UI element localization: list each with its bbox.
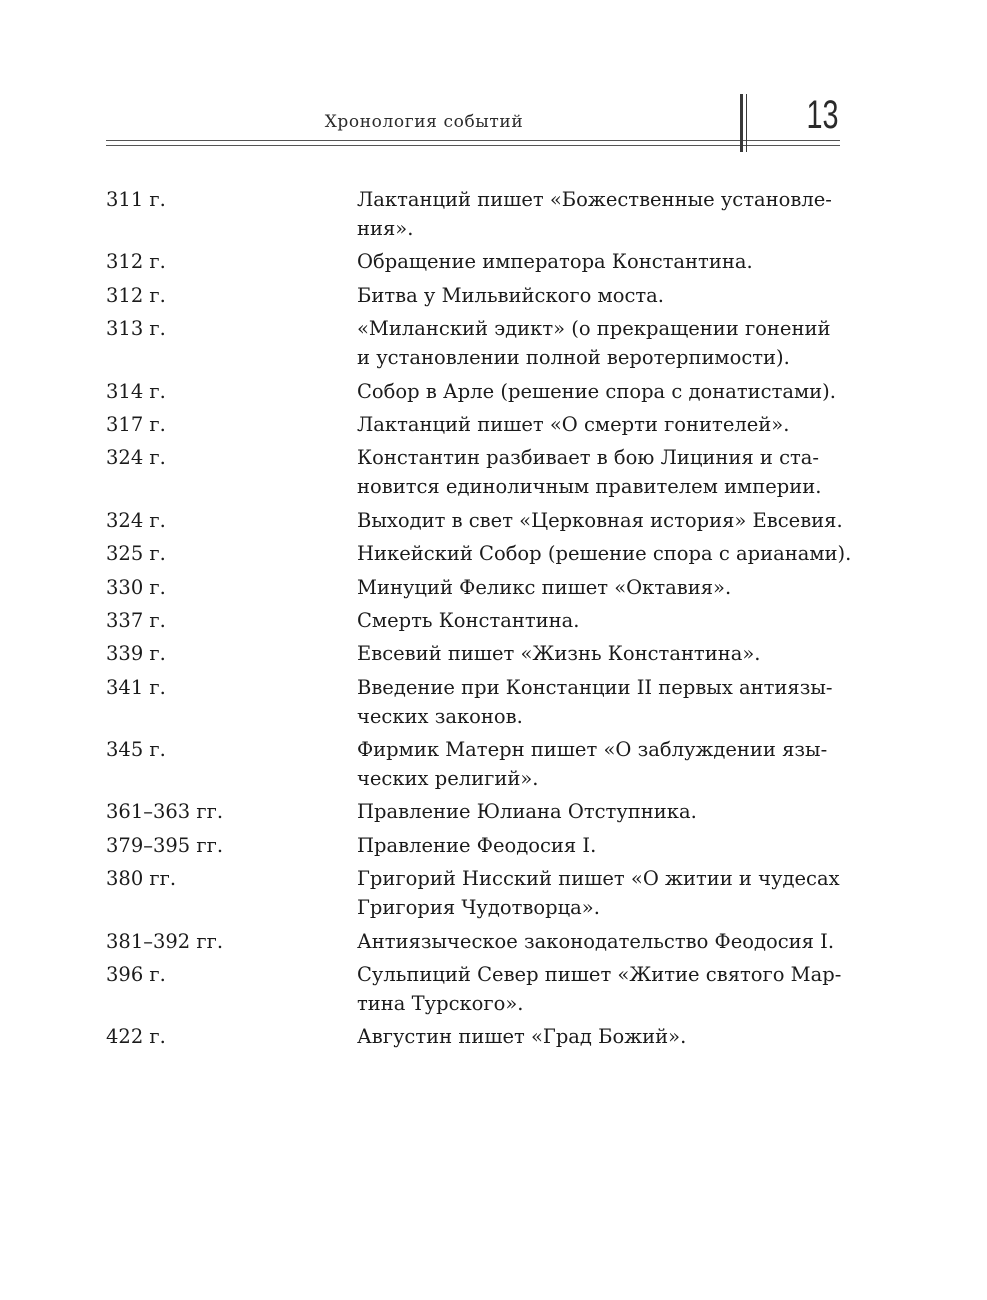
entry-date: 380 гг. [106, 867, 177, 891]
entry-event-line: Правление Юлиана Отступника. [357, 800, 697, 824]
entry-event [357, 673, 840, 731]
entry-date: 341 г. [106, 675, 166, 699]
entry-event-line: Смерть Константина. [357, 608, 580, 632]
entry-date: 314 г. [106, 379, 166, 403]
chronology-entry [106, 1022, 840, 1051]
chronology-entry [106, 864, 840, 922]
entry-event-line: Константин разбивает в бою Лициния и ста- [357, 446, 820, 470]
entry-event-line: ческих законов. [357, 704, 523, 728]
entry-event-line: Собор в Арле (решение спора с донатистами). [357, 379, 836, 403]
header-rule-bottom [106, 145, 840, 146]
chronology-entry [106, 539, 852, 568]
entry-event-line: Лактанций пишет «О смерти гонителей». [357, 412, 790, 436]
chronology-entry [106, 927, 840, 956]
entry-date: 325 г. [106, 542, 166, 566]
chronology-entry [106, 797, 840, 826]
entry-event [357, 1022, 840, 1051]
chronology-entry [106, 639, 840, 668]
running-head-title: Хронология событий [324, 112, 524, 132]
entry-event [357, 864, 840, 922]
chronology-entry [106, 606, 840, 635]
entry-event-line: «Миланский эдикт» (о прекращении гонений [357, 317, 831, 341]
entry-event-line: новится единоличным правителем империи. [357, 475, 822, 499]
entry-event-line: Введение при Констанции II первых антиязы- [357, 675, 833, 699]
entry-event [357, 377, 840, 406]
entry-event-line: Правление Феодосия I. [357, 833, 597, 857]
chronology-entry [106, 377, 840, 406]
entry-event [357, 831, 840, 860]
entry-event-line: Григория Чудотворца». [357, 896, 600, 920]
entry-event-line: Минуций Феликс пишет «Октавия». [357, 575, 732, 599]
entry-event [357, 573, 840, 602]
chronology-entry [106, 247, 840, 276]
entry-event-line: Сульпиций Север пишет «Житие святого Мар- [357, 963, 842, 987]
entry-date: 317 г. [106, 412, 166, 436]
entry-event-line: Августин пишет «Град Божий». [357, 1025, 687, 1049]
entry-event-line: Антиязыческое законодательство Феодосия I. [357, 929, 835, 953]
entry-date: 324 г. [106, 446, 166, 470]
entry-event [357, 443, 840, 501]
entry-event-line: Обращение императора Константина. [357, 250, 753, 274]
entry-event [357, 506, 843, 535]
entry-date: 337 г. [106, 608, 166, 632]
entry-event [357, 606, 840, 635]
chronology-entry [106, 831, 840, 860]
entry-event-line: тина Турского». [357, 992, 524, 1016]
entry-event-line: Выходит в свет «Церковная история» Евсевия. [357, 508, 843, 532]
entry-event-line: ния». [357, 217, 414, 240]
entry-event-line: Никейский Собор (решение спора с арианами). [357, 542, 852, 566]
entry-date: 312 г. [106, 283, 166, 307]
page-number: 13 [805, 93, 838, 137]
entry-event [357, 539, 851, 568]
entry-event-line: Фирмик Матерн пишет «О заблуждении язы- [357, 738, 828, 762]
entry-event [357, 960, 841, 1018]
entry-event [357, 639, 840, 668]
entry-event-line: Битва у Мильвийского моста. [357, 283, 664, 307]
chronology-entry [106, 314, 840, 372]
entry-event [357, 735, 840, 793]
entry-date: 330 г. [106, 575, 166, 599]
entry-event-line: ческих религий». [357, 767, 539, 791]
entry-date: 345 г. [106, 738, 166, 762]
entry-event [357, 185, 840, 243]
entry-event-line: Лактанций пишет «Божественные установле- [357, 188, 832, 211]
chronology-list [106, 185, 852, 1056]
entry-event [357, 281, 840, 310]
entry-date: 312 г. [106, 250, 166, 274]
chronology-entry [106, 735, 840, 793]
entry-date: 422 г. [106, 1025, 166, 1049]
entry-event [357, 314, 840, 372]
entry-event-line: Евсевий пишет «Жизнь Константина». [357, 642, 761, 666]
entry-date: 379–395 гг. [106, 833, 224, 857]
entry-event [357, 927, 840, 956]
entry-date: 339 г. [106, 642, 166, 666]
entry-date: 361–363 гг. [106, 800, 224, 824]
running-head [106, 92, 840, 154]
chronology-entry [106, 506, 843, 535]
entry-event [357, 797, 840, 826]
entry-event-line: и установлении полной веротерпимости). [357, 346, 790, 370]
entry-date: 311 г. [106, 188, 166, 211]
chronology-entry [106, 443, 840, 501]
entry-event [357, 410, 840, 439]
header-divider-thick [740, 94, 743, 152]
chronology-entry [106, 673, 840, 731]
entry-event-line: Григорий Нисский пишет «О житии и чудесах [357, 867, 840, 891]
entry-date: 313 г. [106, 317, 166, 341]
entry-date: 324 г. [106, 508, 166, 532]
entry-event [357, 247, 840, 276]
chronology-entry [106, 410, 840, 439]
entry-date: 396 г. [106, 963, 166, 987]
header-divider-thin [746, 94, 747, 152]
chronology-entry [106, 573, 840, 602]
entry-date: 381–392 гг. [106, 929, 224, 953]
header-rule-top [106, 140, 840, 141]
chronology-entry [106, 281, 840, 310]
chronology-entry [106, 960, 840, 1018]
chronology-entry [106, 185, 840, 243]
